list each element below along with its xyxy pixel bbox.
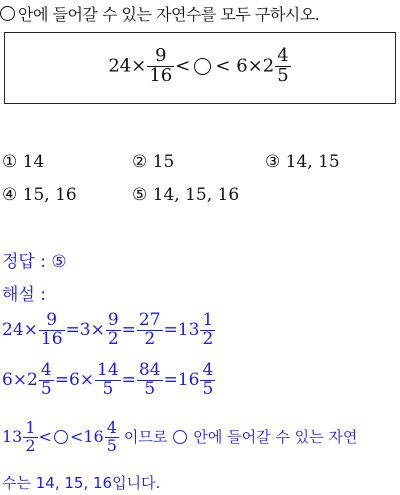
fraction: $\frac{84}{5}$ [138, 360, 161, 399]
answer: 정답 : ⑤ [2, 252, 67, 272]
fraction: $\frac{1}{2}$ [25, 418, 36, 455]
blank-circle-icon [0, 6, 15, 21]
explanation-line-2: 6×2 $\frac{4}{5}$ =6× $\frac{14}{5}$ = $\frac{84}{5}$ =16 $\frac{4}{5}$ [2, 360, 214, 399]
fraction: $\frac{9}{16}$ [149, 45, 173, 86]
fraction: $\frac{4}{5}$ [277, 45, 289, 86]
choice-1[interactable]: ① 14 [2, 152, 45, 172]
explanation-line-1: 24× $\frac{9}{16}$ =3× $\frac{9}{2}$ = $\frac{27}{2}$ =13 $\frac{1}{2}$ [2, 310, 214, 349]
blank-circle-icon [194, 58, 211, 75]
explanation-label: 해설 : [2, 285, 46, 305]
fraction: $\frac{4}{5}$ [202, 360, 214, 399]
choice-4[interactable]: ④ 15, 16 [2, 185, 77, 205]
choice-3[interactable]: ③ 14, 15 [265, 152, 340, 172]
inequality-box [4, 32, 396, 104]
explanation-line-4: 수는 14, 15, 16입니다. [2, 474, 161, 492]
fraction: $\frac{9}{2}$ [107, 310, 119, 349]
fraction: $\frac{9}{16}$ [40, 310, 63, 349]
fraction: $\frac{14}{5}$ [97, 360, 119, 399]
choice-5[interactable]: ⑤ 14, 15, 16 [132, 185, 240, 205]
blank-circle-icon [54, 430, 68, 444]
blank-circle-icon [173, 430, 187, 444]
question-text: 안에 들어갈 수 있는 자연수를 모두 구하시오. [0, 2, 319, 25]
choice-2[interactable]: ② 15 [132, 152, 175, 172]
fraction: $\frac{27}{2}$ [138, 310, 161, 349]
explanation-line-3: 13 $\frac{1}{2}$ < <16 $\frac{4}{5}$ 이므로 안에 들어갈 수 있는 자연 [2, 418, 358, 455]
fraction: $\frac{1}{2}$ [202, 310, 214, 349]
fraction: $\frac{4}{5}$ [40, 360, 52, 399]
inequality: 24× $\frac{9}{16}$ < < 6×2 $\frac{4}{5}$ [108, 45, 289, 86]
fraction: $\frac{4}{5}$ [106, 418, 117, 455]
